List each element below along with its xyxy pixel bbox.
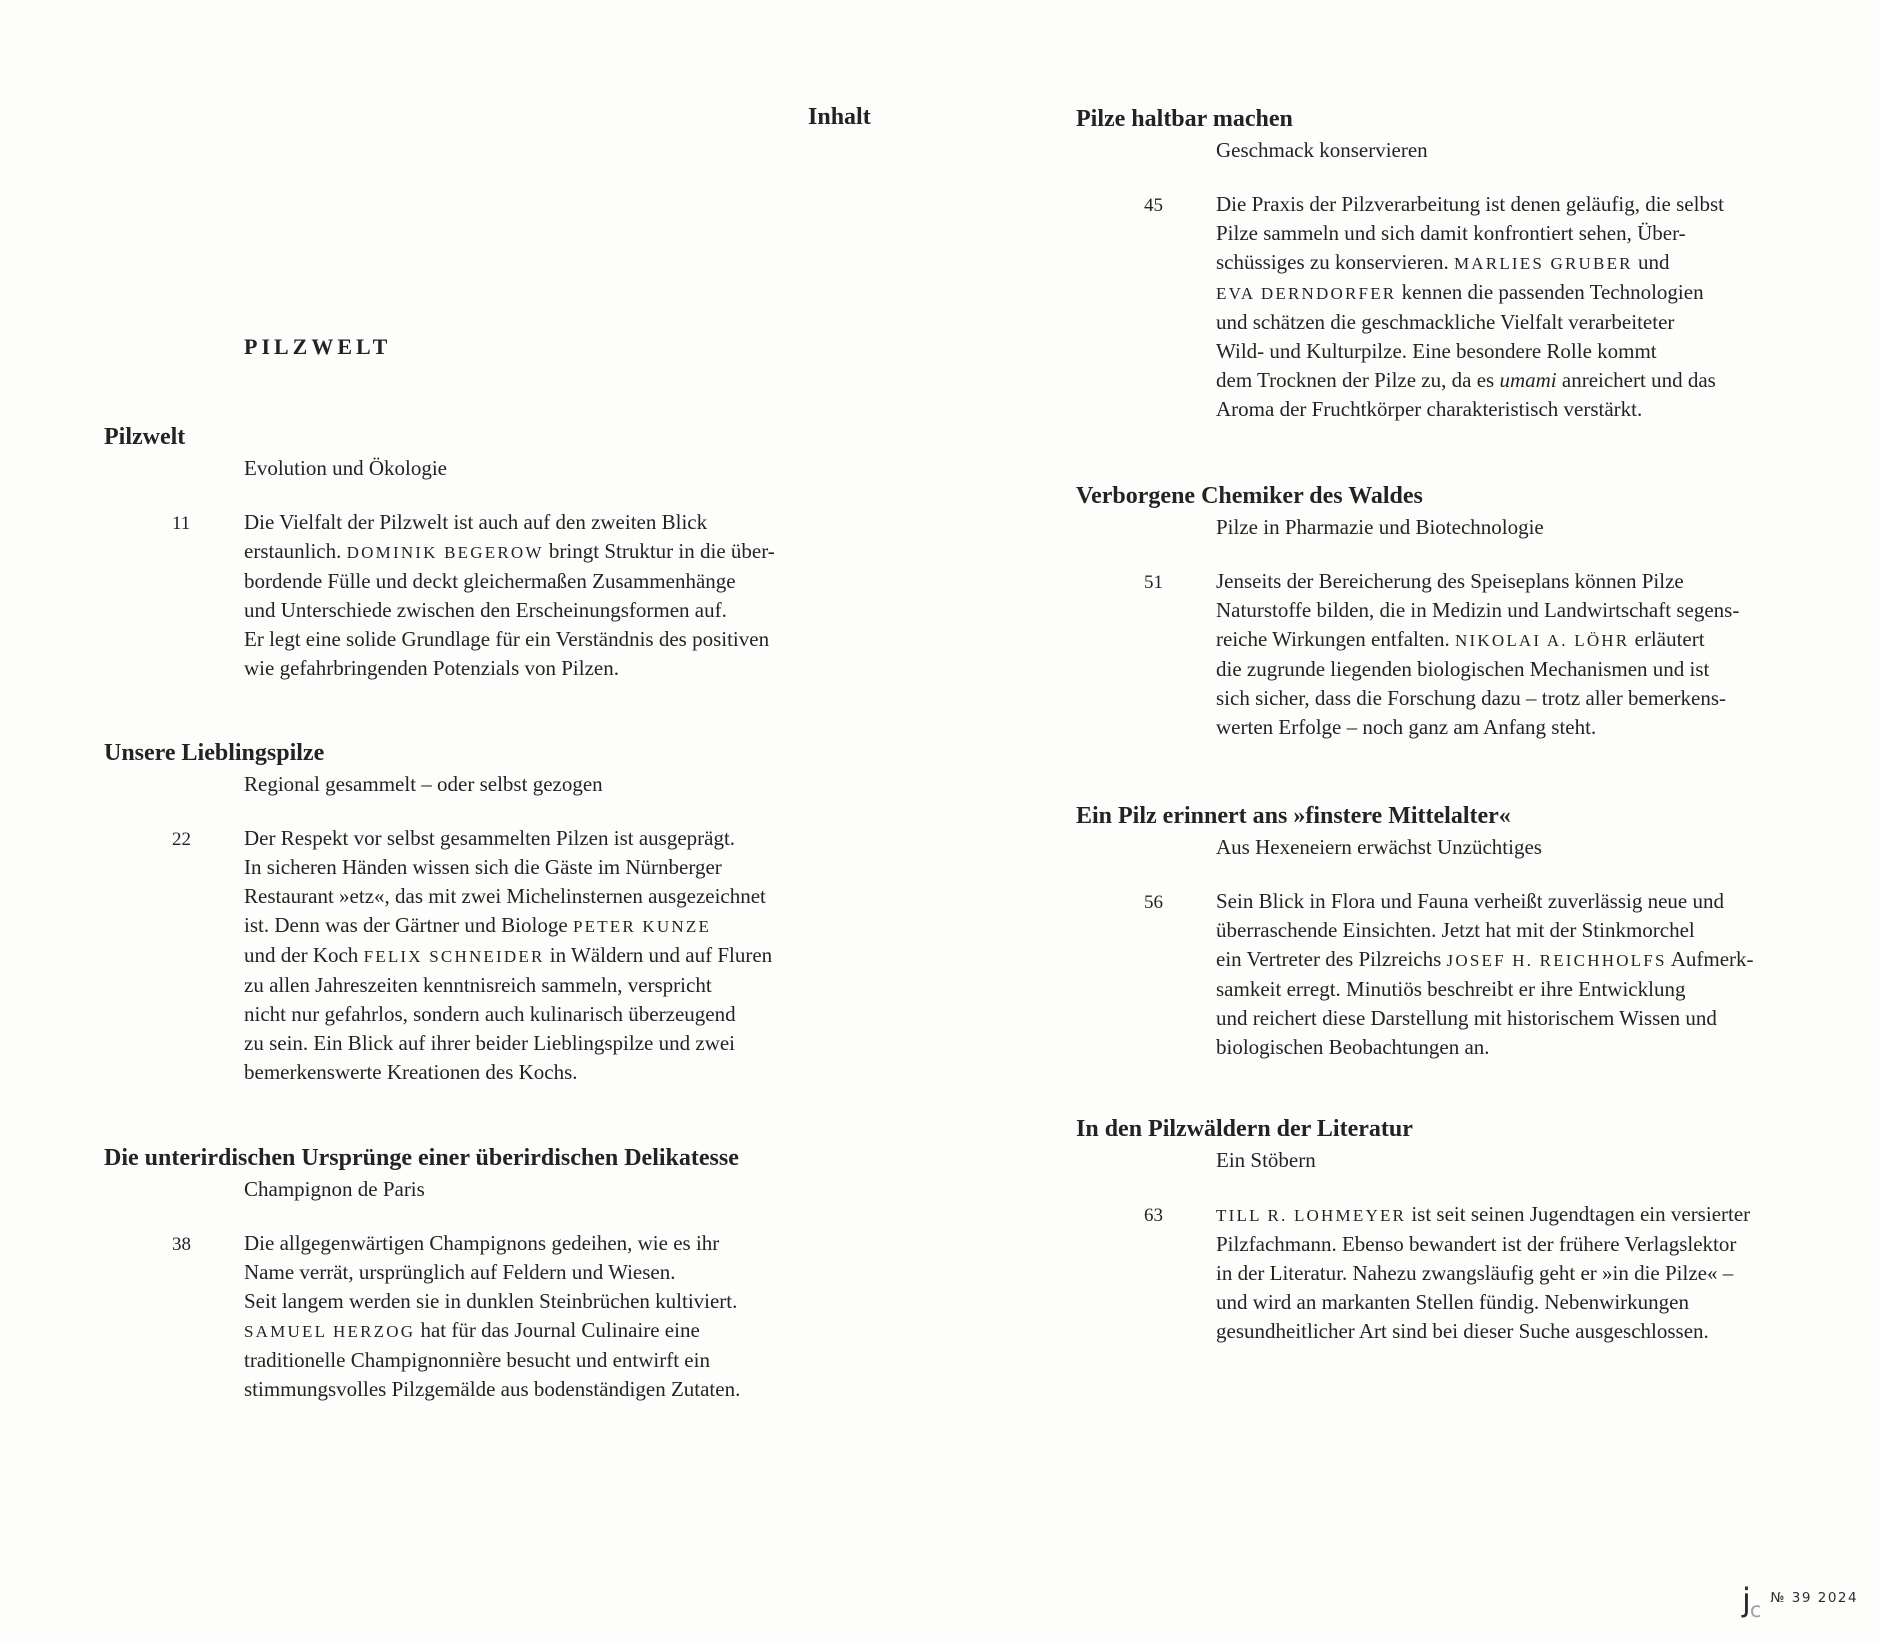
- body-line: samkeit erregt. Minutiös beschreibt er ihre Entwicklung: [1216, 977, 1686, 1001]
- page-number: 51: [1144, 572, 1163, 593]
- text-run: Aufmerk-: [1666, 947, 1754, 971]
- italic-term: umami: [1499, 368, 1557, 392]
- text-run: erläutert: [1629, 627, 1705, 651]
- section-summary: [1216, 190, 1856, 424]
- author-name: SAMUEL HERZOG: [244, 1322, 416, 1341]
- text-run: ein Vertreter des Pilzreichs: [1216, 947, 1447, 971]
- section-heading: In den Pilzwäldern der Literatur: [1076, 1116, 1413, 1142]
- section-entry: [1144, 1200, 1856, 1346]
- body-line: Pilze sammeln und sich damit konfrontiert sehen, Über-: [1216, 221, 1686, 245]
- body-line: [1216, 248, 1856, 278]
- author-name: JOSEF H. REICHHOLFS: [1446, 951, 1667, 970]
- section-heading: Verborgene Chemiker des Waldes: [1076, 483, 1423, 509]
- toc-section: [1076, 479, 1856, 742]
- text-run: bringt Struktur in die über-: [543, 539, 775, 563]
- text-run: kennen die passenden Technologien: [1396, 280, 1704, 304]
- section-entry: [172, 1229, 864, 1404]
- section-subtitle: Aus Hexeneiern erwächst Unzüchtiges: [1216, 835, 1542, 859]
- body-line: Der Respekt vor selbst gesammelten Pilzen ist ausgeprägt.: [244, 826, 736, 850]
- body-line: Die allgegenwärtigen Champignons gedeihen, wie es ihr: [244, 1231, 720, 1255]
- section-heading: Ein Pilz erinnert ans »finstere Mittelalter«: [1076, 803, 1511, 829]
- page-number: 38: [172, 1234, 191, 1255]
- body-line: und wird an markanten Stellen fündig. Nebenwirkungen: [1216, 1290, 1689, 1314]
- text-run: in Wäldern und auf Fluren: [544, 943, 773, 967]
- section-subtitle: Pilze in Pharmazie und Biotechnologie: [1216, 515, 1544, 539]
- body-line: und schätzen die geschmackliche Vielfalt verarbeiteter: [1216, 310, 1675, 334]
- author-name: NIKOLAI A. LÖHR: [1455, 631, 1630, 650]
- text-run: dem Trocknen der Pilze zu, da es: [1216, 368, 1500, 392]
- page-title: Inhalt: [808, 104, 871, 130]
- body-line: [244, 911, 864, 941]
- body-line: In sicheren Händen wissen sich die Gäste im Nürnberger: [244, 855, 722, 879]
- page-number: 22: [172, 829, 191, 850]
- body-line: zu allen Jahreszeiten kenntnisreich sammeln, verspricht: [244, 973, 712, 997]
- body-line: Pilzfachmann. Ebenso bewandert ist der frühere Verlagslektor: [1216, 1232, 1737, 1256]
- section-kicker: PILZWELT: [244, 334, 392, 359]
- body-line: und Unterschiede zwischen den Erscheinungsformen auf.: [244, 598, 727, 622]
- section-heading: Pilzwelt: [104, 424, 186, 450]
- section-subtitle: Geschmack konservieren: [1216, 138, 1428, 162]
- section-subtitle: Regional gesammelt – oder selbst gezogen: [244, 772, 603, 796]
- left-sections: [104, 420, 864, 1404]
- author-name: MARLIES GRUBER: [1453, 254, 1633, 273]
- section-heading: Pilze haltbar machen: [1076, 106, 1293, 132]
- author-name: TILL R. LOHMEYER: [1216, 1206, 1407, 1225]
- author-name: DOMINIK BEGEROW: [346, 543, 544, 562]
- section-summary: [244, 824, 864, 1087]
- logo-letter-j: j: [1742, 1581, 1751, 1619]
- column-right: [1076, 0, 1856, 1346]
- body-line: wie gefahrbringenden Potenzials von Pilzen.: [244, 656, 619, 680]
- body-line: [1216, 625, 1856, 655]
- body-line: nicht nur gefahrlos, sondern auch kulinarisch überzeugend: [244, 1002, 736, 1026]
- body-line: [1216, 1200, 1856, 1230]
- section-subtitle: Ein Stöbern: [1216, 1148, 1316, 1172]
- text-run: anreichert und das: [1556, 368, 1716, 392]
- author-name: FELIX SCHNEIDER: [363, 947, 545, 966]
- column-left: [104, 0, 864, 1404]
- section-subtitle: Champignon de Paris: [244, 1177, 425, 1201]
- body-line: sich sicher, dass die Forschung dazu – trotz aller bemerkens-: [1216, 686, 1726, 710]
- page-number: 45: [1144, 195, 1163, 216]
- body-line: Naturstoffe bilden, die in Medizin und Landwirtschaft segens-: [1216, 598, 1740, 622]
- body-line: und reichert diese Darstellung mit historischem Wissen und: [1216, 1006, 1717, 1030]
- section-summary: [1216, 887, 1856, 1062]
- body-line: werten Erfolge – noch ganz am Anfang steht.: [1216, 715, 1597, 739]
- text-run: erstaunlich.: [244, 539, 347, 563]
- toc-section: [104, 420, 864, 683]
- section-entry: [1144, 567, 1856, 742]
- author-name: EVA DERNDORFER: [1216, 284, 1397, 303]
- body-line: in der Literatur. Nahezu zwangsläufig geht er »in die Pilze« –: [1216, 1261, 1734, 1285]
- body-line: Seit langem werden sie in dunklen Steinbrüchen kultiviert.: [244, 1289, 738, 1313]
- body-line: Die Vielfalt der Pilzwelt ist auch auf den zweiten Blick: [244, 510, 708, 534]
- body-line: bordende Fülle und deckt gleichermaßen Zusammenhänge: [244, 569, 736, 593]
- section-entry: [172, 824, 864, 1087]
- body-line: biologischen Beobachtungen an.: [1216, 1035, 1490, 1059]
- body-line: Restaurant »etz«, das mit zwei Michelinsternen ausgezeichnet: [244, 884, 766, 908]
- page-number: 56: [1144, 892, 1163, 913]
- section-entry: [172, 508, 864, 683]
- toc-section: [104, 1141, 864, 1404]
- body-line: überraschende Einsichten. Jetzt hat mit der Stinkmorchel: [1216, 918, 1695, 942]
- toc-section: [104, 736, 864, 1087]
- section-summary: [244, 508, 864, 683]
- issue-number: № 39 2024: [1770, 1590, 1859, 1606]
- body-line: Wild- und Kulturpilze. Eine besondere Rolle kommt: [1216, 339, 1657, 363]
- text-run: ist. Denn was der Gärtner und Biologe: [244, 913, 573, 937]
- text-run: reiche Wirkungen entfalten.: [1216, 627, 1455, 651]
- page-number: 63: [1144, 1205, 1163, 1226]
- logo-letter-c: c: [1749, 1598, 1762, 1622]
- body-line: [244, 941, 864, 971]
- body-line: Aroma der Fruchtkörper charakteristisch verstärkt.: [1216, 397, 1643, 421]
- body-line: bemerkenswerte Kreationen des Kochs.: [244, 1060, 578, 1084]
- body-line: Die Praxis der Pilzverarbeitung ist denen geläufig, die selbst: [1216, 192, 1724, 216]
- body-line: traditionelle Champignonnière besucht und entwirft ein: [244, 1348, 710, 1372]
- body-line: [244, 537, 864, 567]
- section-entry: [1144, 190, 1856, 424]
- body-line: Er legt eine solide Grundlage für ein Verständnis des positiven: [244, 627, 770, 651]
- text-run: schüssiges zu konservieren.: [1216, 250, 1454, 274]
- section-entry: [1144, 887, 1856, 1062]
- text-run: ist seit seinen Jugendtagen ein versierter: [1406, 1202, 1751, 1226]
- body-line: gesundheitlicher Art sind bei dieser Suche ausgeschlossen.: [1216, 1319, 1709, 1343]
- toc-section: [1076, 102, 1856, 424]
- text-run: hat für das Journal Culinaire eine: [415, 1318, 700, 1342]
- body-line: stimmungsvolles Pilzgemälde aus bodenständigen Zutaten.: [244, 1377, 741, 1401]
- body-line: Sein Blick in Flora und Fauna verheißt zuverlässig neue und: [1216, 889, 1724, 913]
- author-name: PETER KUNZE: [572, 917, 712, 936]
- toc-section: [1076, 799, 1856, 1062]
- section-heading: Die unterirdischen Ursprünge einer überirdischen Delikatesse: [104, 1145, 739, 1171]
- body-line: [1216, 278, 1856, 308]
- section-subtitle: Evolution und Ökologie: [244, 456, 447, 480]
- body-line: zu sein. Ein Blick auf ihrer beider Lieblingspilze und zwei: [244, 1031, 736, 1055]
- body-line: Name verrät, ursprünglich auf Feldern und Wiesen.: [244, 1260, 676, 1284]
- text-run: und der Koch: [244, 943, 364, 967]
- body-line: [1216, 366, 1856, 395]
- page-number: 11: [172, 513, 191, 534]
- toc-section: [1076, 1112, 1856, 1346]
- section-summary: [244, 1229, 864, 1404]
- right-sections: [1076, 102, 1856, 1346]
- body-line: [244, 1316, 864, 1346]
- text-run: und: [1632, 250, 1670, 274]
- body-line: die zugrunde liegenden biologischen Mechanismen und ist: [1216, 657, 1710, 681]
- section-summary: [1216, 567, 1856, 742]
- section-heading: Unsere Lieblingspilze: [104, 740, 325, 766]
- body-line: Jenseits der Bereicherung des Speiseplans können Pilze: [1216, 569, 1684, 593]
- journal-logo: [1742, 1580, 1858, 1622]
- body-line: [1216, 945, 1856, 975]
- section-summary: [1216, 1200, 1856, 1346]
